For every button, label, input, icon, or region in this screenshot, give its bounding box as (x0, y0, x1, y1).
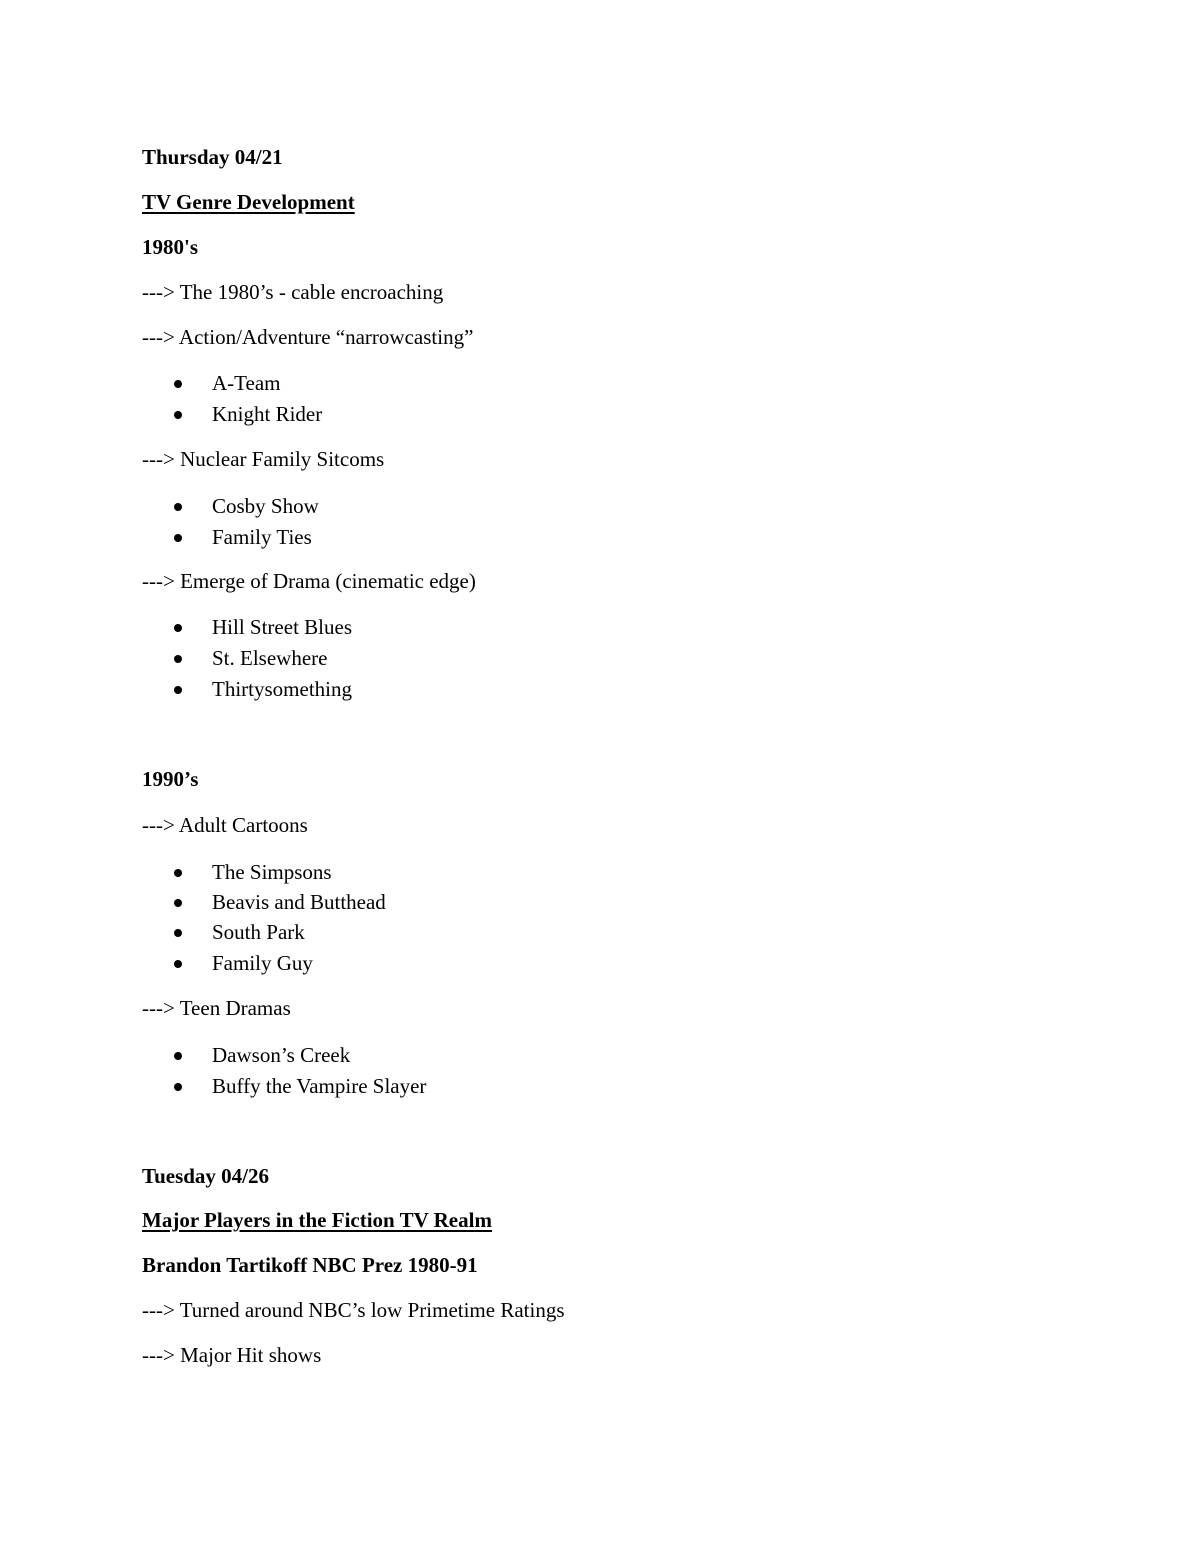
date-heading-tuesday: Tuesday 04/26 (142, 1164, 270, 1188)
list-item-text: Hill Street Blues (212, 615, 352, 639)
decade-heading-1990s: 1990’s (142, 767, 199, 791)
list-item-text: South Park (212, 920, 305, 944)
list-item-text: A-Team (212, 371, 281, 395)
bullet-icon (174, 929, 182, 937)
bullet-icon (174, 411, 182, 419)
bullet-icon (174, 686, 182, 694)
bullet-icon (174, 624, 182, 632)
note-line-hits: ---> Major Hit shows (142, 1343, 322, 1367)
bullet-icon (174, 1052, 182, 1060)
bullet-icon (174, 503, 182, 511)
section-title-major-players: Major Players in the Fiction TV Realm (142, 1208, 492, 1232)
note-line-action: ---> Action/Adventure “narrowcasting” (142, 325, 474, 349)
bullet-icon (174, 655, 182, 663)
list-item-text: Family Guy (212, 951, 313, 975)
list-item-text: Beavis and Butthead (212, 890, 386, 914)
list-item-text: St. Elsewhere (212, 646, 328, 670)
note-line-cartoons: ---> Adult Cartoons (142, 813, 308, 837)
note-line-drama: ---> Emerge of Drama (cinematic edge) (142, 569, 476, 593)
bullet-icon (174, 899, 182, 907)
note-line-sitcoms: ---> Nuclear Family Sitcoms (142, 447, 385, 471)
list-item-text: Cosby Show (212, 494, 319, 518)
bullet-icon (174, 1083, 182, 1091)
note-line-ratings: ---> Turned around NBC’s low Primetime Ratings (142, 1298, 565, 1322)
list-item-text: Thirtysomething (212, 677, 352, 701)
subheading-tartikoff: Brandon Tartikoff NBC Prez 1980-91 (142, 1253, 478, 1277)
list-item-text: Family Ties (212, 525, 312, 549)
list-item-text: Buffy the Vampire Slayer (212, 1074, 427, 1098)
bullet-icon (174, 869, 182, 877)
decade-heading-1980s: 1980's (142, 235, 199, 259)
note-line-teen: ---> Teen Dramas (142, 996, 291, 1020)
bullet-icon (174, 960, 182, 968)
bullet-icon (174, 380, 182, 388)
list-item-text: The Simpsons (212, 860, 332, 884)
list-item-text: Knight Rider (212, 402, 323, 426)
note-line-cable: ---> The 1980’s - cable encroaching (142, 280, 444, 304)
section-title-genre-development: TV Genre Development (142, 190, 355, 214)
list-item-text: Dawson’s Creek (212, 1043, 351, 1067)
date-heading-thursday: Thursday 04/21 (142, 145, 283, 169)
bullet-icon (174, 534, 182, 542)
